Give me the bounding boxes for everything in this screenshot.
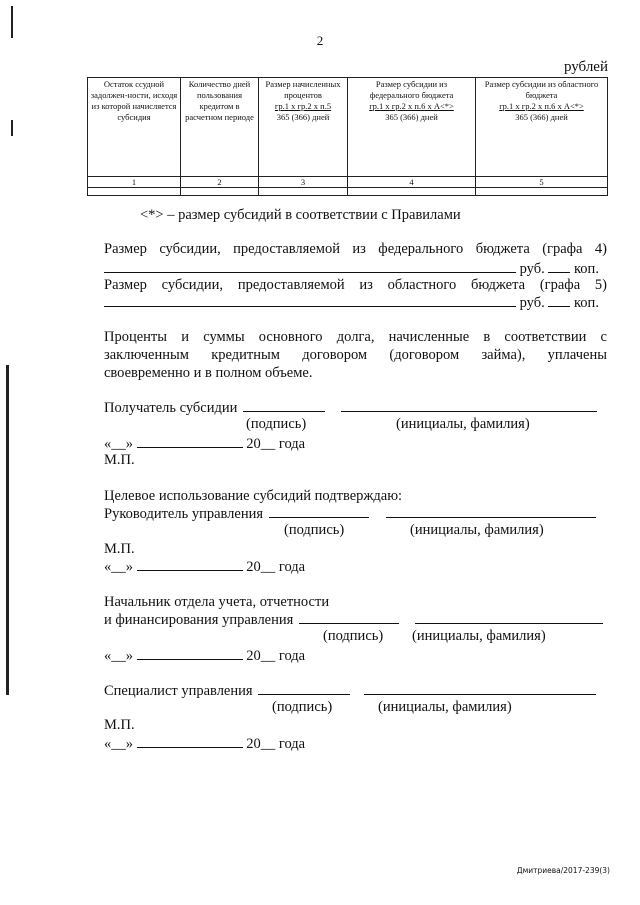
column-number: 2: [181, 177, 259, 188]
column-number: 1: [88, 177, 181, 188]
scan-edge-mark: [6, 365, 9, 695]
manager-signature-field[interactable]: [269, 504, 369, 518]
rub-label: руб.: [519, 295, 545, 311]
accounting-name-field[interactable]: [415, 610, 603, 624]
name-caption: (инициалы, фамилия): [410, 522, 544, 538]
signature-caption: (подпись): [284, 522, 345, 538]
header-federal-subsidy: Размер субсидии из федерального бюджета гр.1 х гр.2 х п.6 х А<*> 365 (366) дней: [348, 78, 476, 177]
signature-caption: (подпись): [323, 628, 384, 644]
header-regional-subsidy: Размер субсидии из областного бюджета гр.1 х гр.2 х п.6 х А<*> 365 (366) дней: [476, 78, 608, 177]
date-year: 20__ года: [246, 736, 306, 752]
date-year: 20__ года: [246, 648, 306, 664]
date-day-field[interactable]: «__»: [104, 648, 133, 664]
regional-amount-field[interactable]: [104, 293, 516, 307]
document-code: Дмитриева/2017-239(3): [516, 866, 610, 875]
date-month-field[interactable]: [137, 557, 243, 571]
recipient-label: Получатель субсидии: [104, 400, 238, 416]
recipient-name-field[interactable]: [341, 398, 597, 412]
manager-label: Руководитель управления: [104, 506, 264, 522]
recipient-signature-field[interactable]: [243, 398, 325, 412]
stamp-label: М.П.: [104, 541, 135, 557]
regional-kop-field[interactable]: [548, 293, 570, 307]
stamp-label: М.П.: [104, 452, 135, 468]
kop-label: коп.: [574, 261, 599, 277]
footnote: <*> – размер субсидий в соответствии с Правилами: [140, 207, 461, 223]
accounting-signature-field[interactable]: [299, 610, 399, 624]
name-caption: (инициалы, фамилия): [412, 628, 546, 644]
scan-edge-mark: [11, 120, 13, 136]
formula-col3-days: 365 (366) дней: [276, 112, 330, 122]
formula-col5-days: 365 (366) дней: [515, 112, 568, 122]
specialist-signature-field[interactable]: [258, 681, 350, 695]
federal-kop-field[interactable]: [548, 259, 570, 273]
table-cell[interactable]: [181, 188, 259, 196]
column-number: 5: [476, 177, 608, 188]
date-month-field[interactable]: [137, 646, 243, 660]
regional-subsidy-label: Размер субсидии, предоставляемой из областного бюджета (графа 5): [104, 277, 607, 293]
specialist-label: Специалист управления: [104, 683, 253, 699]
header-days-count: Количество дней пользования кредитом в расчетном периоде: [181, 78, 259, 177]
stamp-label: М.П.: [104, 717, 135, 733]
specialist-name-field[interactable]: [364, 681, 596, 695]
date-year: 20__ года: [246, 559, 306, 575]
rub-label: руб.: [519, 261, 545, 277]
interest-paragraph-line: своевременно и в полном объеме.: [104, 365, 313, 381]
date-year: 20__ года: [246, 436, 306, 452]
subsidy-table: [87, 77, 608, 196]
date-day-field[interactable]: «__»: [104, 736, 133, 752]
date-day-field[interactable]: «__»: [104, 559, 133, 575]
federal-amount-field[interactable]: [104, 259, 516, 273]
date-day-field[interactable]: «__»: [104, 436, 133, 452]
formula-col5: гр.1 х гр.2 х п.6 х А<*>: [499, 101, 584, 111]
date-month-field[interactable]: [137, 434, 243, 448]
signature-caption: (подпись): [246, 416, 307, 432]
header-interest-amount: Размер начисленных процентов гр.1 х гр.2 х п.5 365 (366) дней: [259, 78, 348, 177]
header-loan-balance: Остаток ссудной задолжен-ности, исходя из которой начисляется субсидия: [88, 78, 181, 177]
accounting-label-line: Начальник отдела учета, отчетности: [104, 594, 330, 610]
name-caption: (инициалы, фамилия): [378, 699, 512, 715]
interest-paragraph-line: Проценты и суммы основного долга, начисленные в соответствии с: [104, 329, 607, 345]
currency-label: рублей: [563, 59, 608, 75]
date-month-field[interactable]: [137, 734, 243, 748]
table-cell[interactable]: [88, 188, 181, 196]
federal-subsidy-label: Размер субсидии, предоставляемой из федерального бюджета (графа 4): [104, 241, 607, 257]
formula-col4-days: 365 (366) дней: [385, 112, 438, 122]
table-cell[interactable]: [476, 188, 608, 196]
signature-caption: (подпись): [272, 699, 333, 715]
formula-col3: гр.1 х гр.2 х п.5: [274, 101, 332, 111]
kop-label: коп.: [574, 295, 599, 311]
column-number: 3: [259, 177, 348, 188]
manager-name-field[interactable]: [386, 504, 596, 518]
formula-col4: гр.1 х гр.2 х п.6 х А<*>: [369, 101, 454, 111]
table-cell[interactable]: [259, 188, 348, 196]
table-cell[interactable]: [348, 188, 476, 196]
page-number: 2: [316, 33, 324, 48]
name-caption: (инициалы, фамилия): [396, 416, 530, 432]
confirmation-heading: Целевое использование субсидий подтверждаю:: [104, 488, 403, 504]
accounting-label-line: и финансирования управления: [104, 612, 294, 628]
column-number: 4: [348, 177, 476, 188]
interest-paragraph-line: заключенным кредитным договором (договором займа), уплачены: [104, 347, 607, 363]
